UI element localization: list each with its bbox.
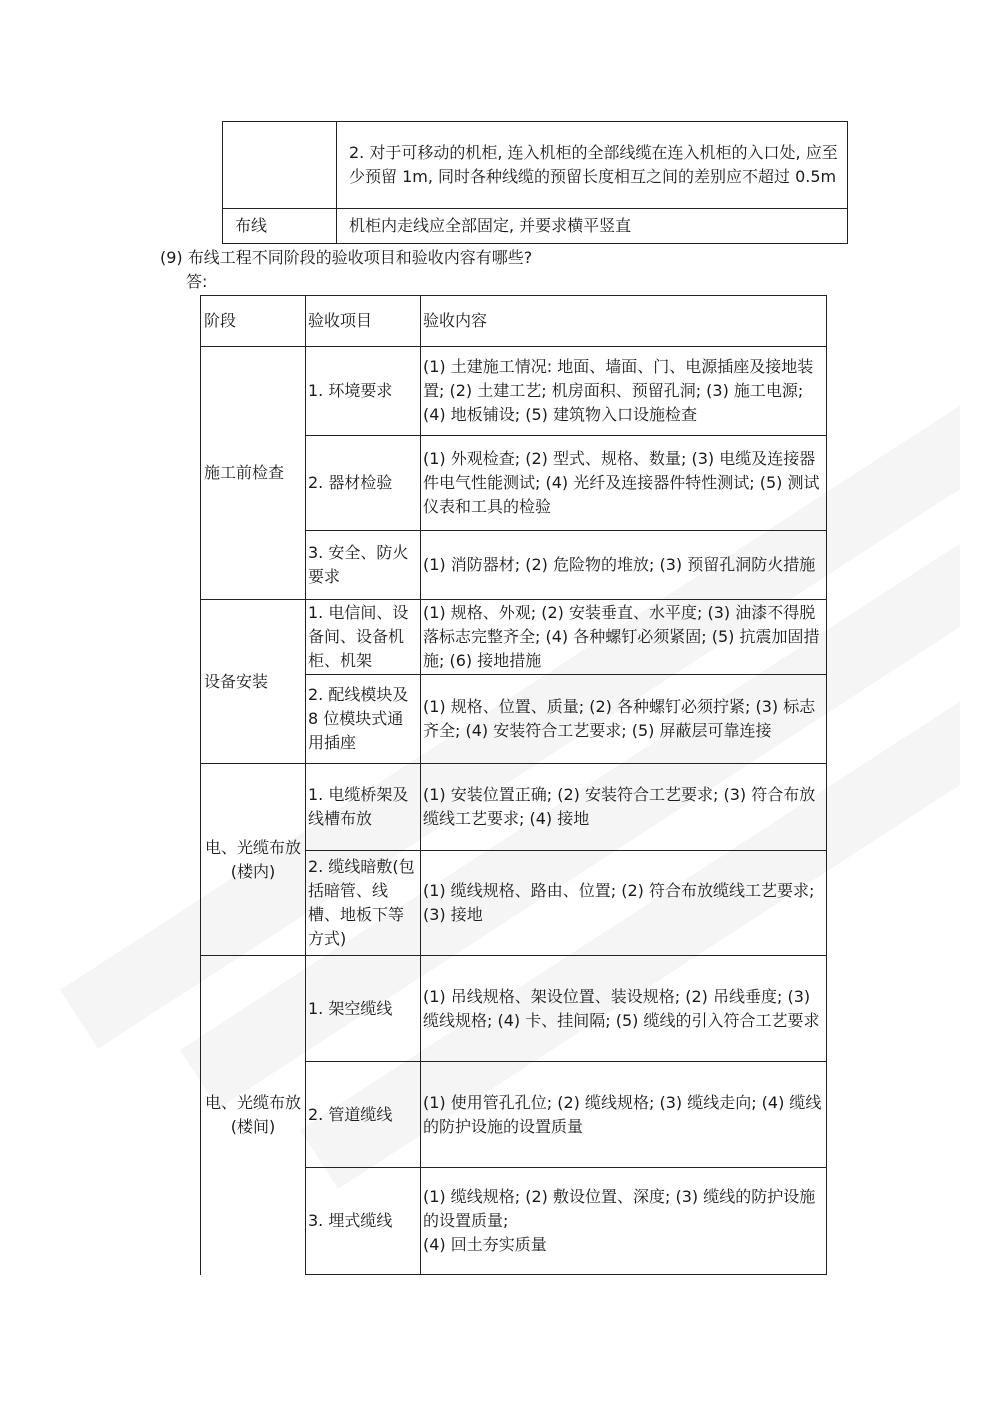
content-cell: (1) 规格、外观; (2) 安装垂直、水平度; (3) 油漆不得脱落标志完整齐全; (4) 各种螺钉必须紧固; (5) 抗震加固措施; (6) 接地措施 <box>421 600 827 675</box>
item-cell: 2. 管道缆线 <box>306 1062 421 1168</box>
stage-cell: 电、光缆布放(楼间) <box>201 956 306 1275</box>
item-cell: 1. 电缆桥架及线槽布放 <box>306 764 421 851</box>
table-row <box>223 122 848 209</box>
content-cell: (1) 土建施工情况: 地面、墙面、门、电源插座及接地装置; (2) 土建工艺; 机房面积、预留孔洞; (3) 施工电源; (4) 地板铺设; (5) 建筑物入口设施检查 <box>421 347 827 436</box>
item-cell: 1. 环境要求 <box>306 347 421 436</box>
table-row <box>223 209 848 244</box>
item-cell: 2. 器材检验 <box>306 436 421 531</box>
stage-cell: 设备安装 <box>201 600 306 764</box>
item-cell: 1. 电信间、设备间、设备机柜、机架 <box>306 600 421 675</box>
top-row-label <box>223 122 337 209</box>
question-text: (9) 布线工程不同阶段的验收项目和验收内容有哪些? <box>160 248 533 267</box>
item-cell: 2. 缆线暗敷(包括暗管、线槽、地板下等方式) <box>306 851 421 956</box>
content-cell: (1) 消防器材; (2) 危险物的堆放; (3) 预留孔洞防火措施 <box>421 531 827 600</box>
stage-cell: 电、光缆布放(楼内) <box>201 764 306 956</box>
content-cell: (1) 外观检查; (2) 型式、规格、数量; (3) 电缆及连接器件电气性能测试; (4) 光纤及连接器件特性测试; (5) 测试仪表和工具的检验 <box>421 436 827 531</box>
content-cell: (1) 安装位置正确; (2) 安装符合工艺要求; (3) 符合布放缆线工艺要求; (4) 接地 <box>421 764 827 851</box>
table-row <box>201 600 827 675</box>
content-cell: (1) 缆线规格、路由、位置; (2) 符合布放缆线工艺要求; (3) 接地 <box>421 851 827 956</box>
top-table <box>222 121 848 244</box>
content-line: (1) 缆线规格; (2) 敷设位置、深度; (3) 缆线的防护设施的设置质量; <box>423 1187 816 1230</box>
content-cell: (1) 使用管孔孔位; (2) 缆线规格; (3) 缆线走向; (4) 缆线的防护设施的设置质量 <box>421 1062 827 1168</box>
item-cell: 3. 埋式缆线 <box>306 1168 421 1275</box>
item-cell: 2. 配线模块及 8 位模块式通用插座 <box>306 675 421 764</box>
header-item: 验收项目 <box>306 296 421 347</box>
table-header-row <box>201 296 827 347</box>
table-row <box>201 956 827 1062</box>
header-stage: 阶段 <box>201 296 306 347</box>
item-cell: 3. 安全、防火要求 <box>306 531 421 600</box>
content-line: (4) 回土夯实质量 <box>423 1235 547 1254</box>
content-cell <box>421 1168 827 1275</box>
content-cell: (1) 吊线规格、架设位置、装设规格; (2) 吊线垂度; (3) 缆线规格; (4) 卡、挂间隔; (5) 缆线的引入符合工艺要求 <box>421 956 827 1062</box>
item-cell: 1. 架空缆线 <box>306 956 421 1062</box>
top-row-text: 机柜内走线应全部固定, 并要求横平竖直 <box>337 209 848 244</box>
answer-label: 答: <box>186 272 208 291</box>
acceptance-table <box>200 295 827 1275</box>
table-row <box>201 764 827 851</box>
stage-cell: 施工前检查 <box>201 347 306 600</box>
top-row-text: 2. 对于可移动的机柜, 连入机柜的全部线缆在连入机柜的入口处, 应至少预留 1m, 同时各种线缆的预留长度相互之间的差别应不超过 0.5m <box>337 122 848 209</box>
content-cell: (1) 规格、位置、质量; (2) 各种螺钉必须拧紧; (3) 标志齐全; (4) 安装符合工艺要求; (5) 屏蔽层可靠连接 <box>421 675 827 764</box>
header-content: 验收内容 <box>421 296 827 347</box>
top-row-label: 布线 <box>223 209 337 244</box>
table-row <box>201 347 827 436</box>
